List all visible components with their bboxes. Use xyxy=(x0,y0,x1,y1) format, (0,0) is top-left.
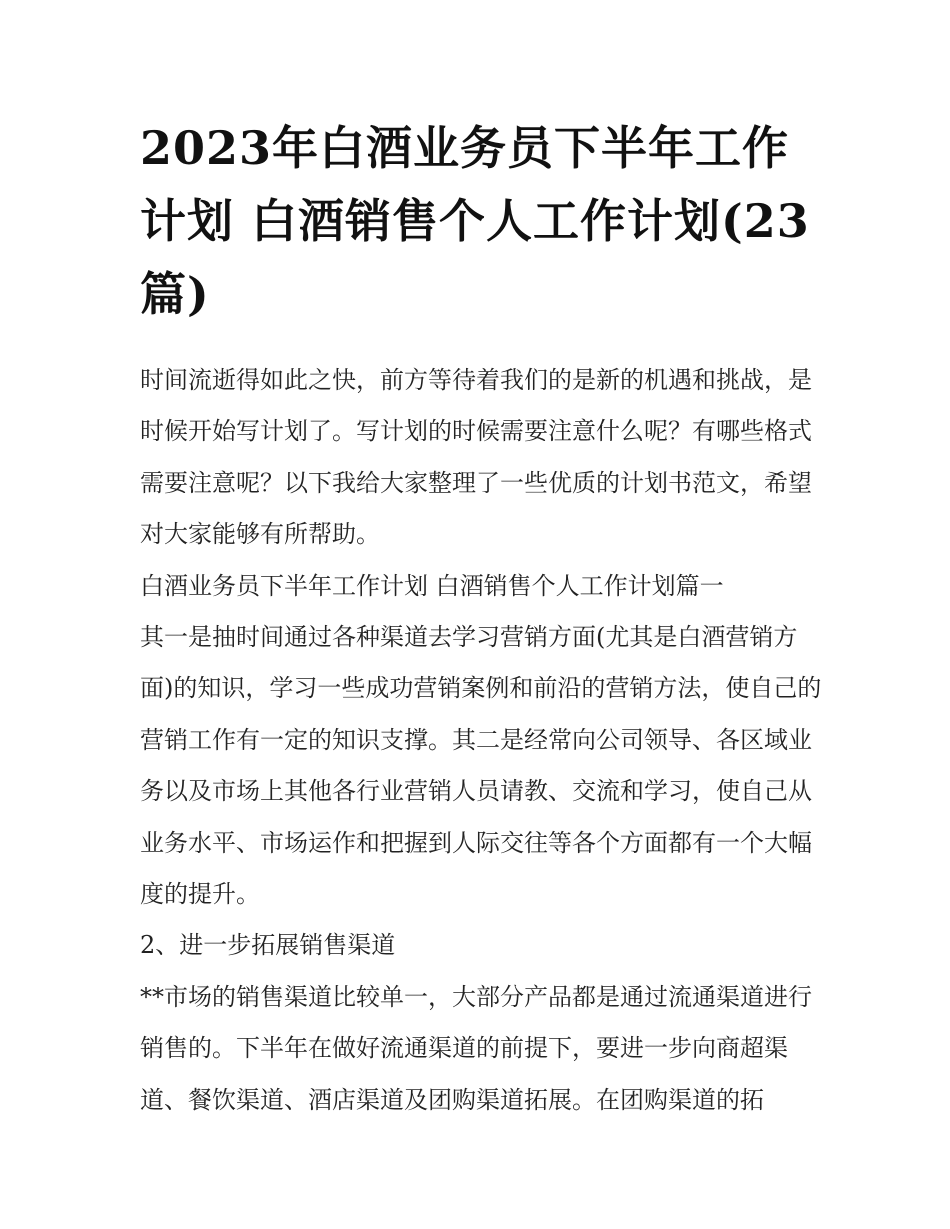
document-title: 2023年白酒业务员下半年工作计划 白酒销售个人工作计划(23篇) xyxy=(140,121,810,321)
document-body xyxy=(140,355,830,1126)
subsection-heading: 2、进一步拓展销售渠道 xyxy=(140,931,396,960)
section-heading: 白酒业务员下半年工作计划 白酒销售个人工作计划篇一 xyxy=(140,571,724,600)
body-paragraph: **市场的销售渠道比较单一，大部分产品都是通过流通渠道进行销售的。下半年在做好流通渠道的前提下，要进一步向商超渠道、餐饮渠道、酒店渠道及团购渠道拓展。在团购渠道的拓 xyxy=(140,982,812,1114)
intro-paragraph: 时间流逝得如此之快，前方等待着我们的是新的机遇和挑战，是时候开始写计划了。写计划的时候需要注意什么呢？有哪些格式需要注意呢？以下我给大家整理了一些优质的计划书范文，希望对大家能够有所帮助。 xyxy=(140,366,812,549)
body-paragraph: 其一是抽时间通过各种渠道去学习营销方面(尤其是白酒营销方面)的知识，学习一些成功营销案例和前沿的营销方法，使自己的营销工作有一定的知识支撑。其二是经常向公司领导、各区域业务以及市场上其他各行业营销人员请教、交流和学习，使自己从业务水平、市场运作和把握到人际交往等各个方面都有一个大幅度的提升。 xyxy=(140,623,822,909)
